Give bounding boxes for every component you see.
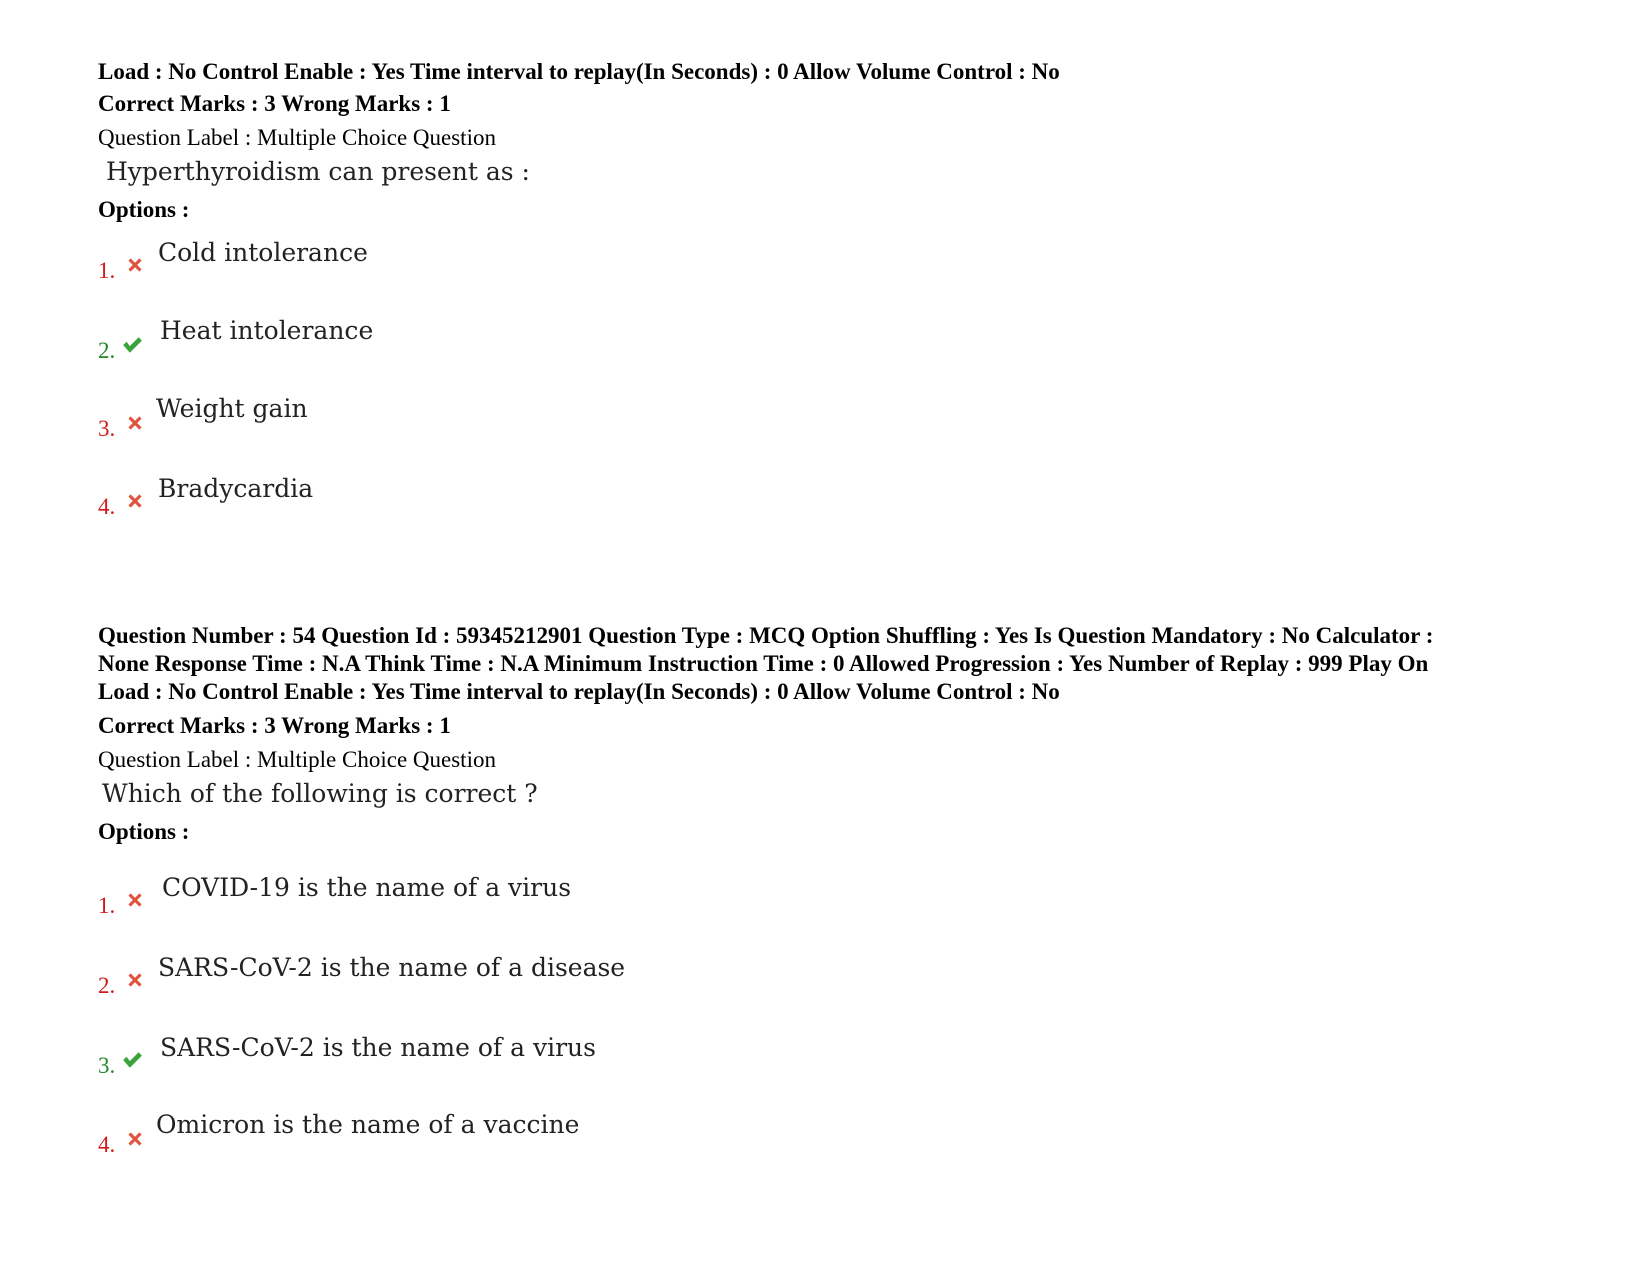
question-text: Hyperthyroidism can present as : (106, 157, 530, 186)
cross-icon (124, 1128, 146, 1150)
option-text: COVID-19 is the name of a virus (162, 873, 572, 902)
question-53 (98, 58, 1598, 224)
option-item (98, 394, 998, 470)
check-icon (120, 1049, 144, 1071)
option-number: 2. (98, 973, 116, 998)
option-number: 3. (98, 416, 116, 441)
question-label: Question Label : Multiple Choice Question (98, 125, 496, 150)
cross-icon (124, 490, 146, 512)
cross-icon (124, 889, 146, 911)
options-heading: Options : (98, 819, 190, 844)
option-number: 1. (98, 258, 116, 283)
question-marks: Correct Marks : 3 Wrong Marks : 1 (98, 713, 451, 738)
question-meta-line: Load : No Control Enable : Yes Time interval to replay(In Seconds) : 0 Allow Volume Control : No (98, 679, 1060, 704)
option-number: 4. (98, 494, 116, 519)
option-item (98, 953, 998, 1027)
option-item (98, 1033, 998, 1107)
option-text: SARS-CoV-2 is the name of a virus (160, 1033, 596, 1062)
option-item (98, 873, 998, 947)
option-item (98, 474, 998, 548)
option-number: 1. (98, 893, 116, 918)
option-text: SARS-CoV-2 is the name of a disease (158, 953, 626, 982)
question-meta-line: None Response Time : N.A Think Time : N.A Minimum Instruction Time : 0 Allowed Progression : Yes Number of Replay : 999 Play On (98, 651, 1429, 676)
cross-icon (124, 412, 146, 434)
option-item (98, 316, 998, 390)
option-number: 3. (98, 1053, 116, 1078)
option-item (98, 238, 998, 312)
cross-icon (124, 969, 146, 991)
options-heading: Options : (98, 197, 190, 222)
question-meta-line: Load : No Control Enable : Yes Time interval to replay(In Seconds) : 0 Allow Volume Control : No (98, 59, 1060, 84)
option-text: Bradycardia (158, 474, 314, 503)
question-text: Which of the following is correct ? (102, 779, 538, 808)
question-54 (98, 622, 1598, 846)
check-icon (120, 334, 144, 356)
question-marks: Correct Marks : 3 Wrong Marks : 1 (98, 91, 451, 116)
option-text: Heat intolerance (160, 316, 374, 345)
option-text: Cold intolerance (158, 238, 368, 267)
option-text: Omicron is the name of a vaccine (156, 1110, 580, 1139)
option-item (98, 1110, 998, 1186)
option-text: Weight gain (156, 394, 308, 423)
question-label: Question Label : Multiple Choice Question (98, 747, 496, 772)
question-meta-line: Question Number : 54 Question Id : 59345212901 Question Type : MCQ Option Shuffling : Yes Is Question Mandatory : No Calculator : (98, 623, 1434, 648)
option-number: 4. (98, 1132, 116, 1157)
option-number: 2. (98, 338, 116, 363)
cross-icon (124, 254, 146, 276)
